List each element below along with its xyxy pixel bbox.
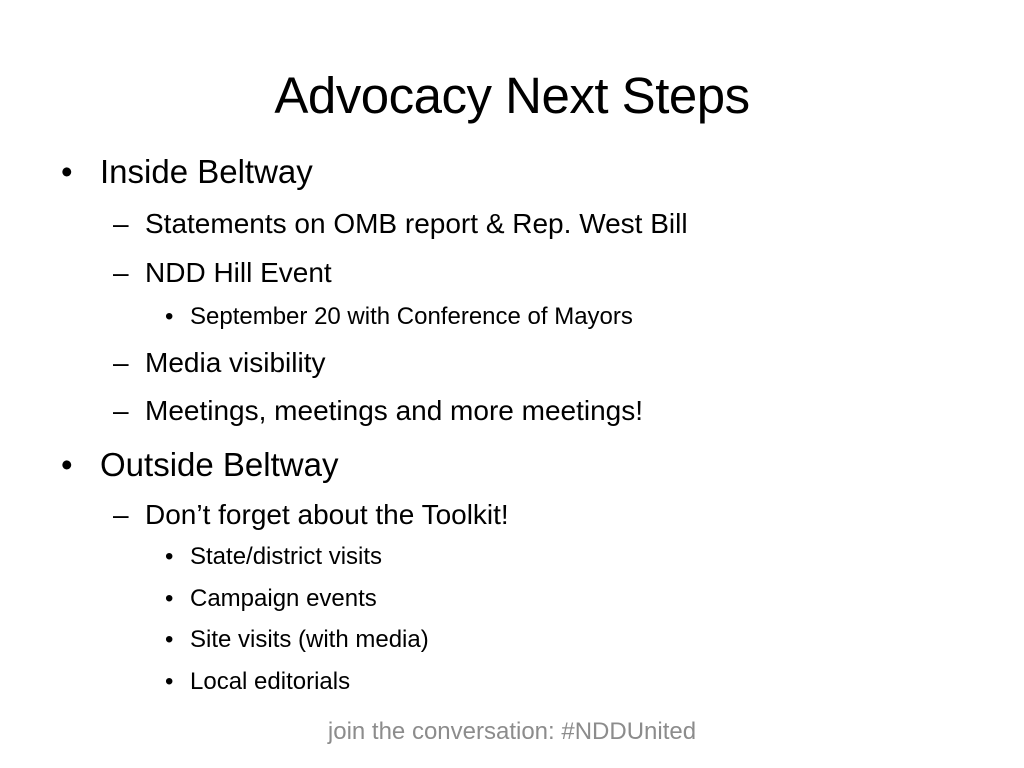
bullet-text: Meetings, meetings and more meetings! xyxy=(145,395,644,426)
bullet-text: September 20 with Conference of Mayors xyxy=(190,303,633,330)
bullet-text: Media visibility xyxy=(145,347,326,378)
bullet-text: Inside Beltway xyxy=(100,153,313,190)
slide-title: Advocacy Next Steps xyxy=(274,67,750,124)
dash-marker: – xyxy=(113,395,129,426)
bullet-marker: • xyxy=(165,543,174,570)
bullet-marker: • xyxy=(165,303,174,330)
bullet-text: Site visits (with media) xyxy=(190,626,429,653)
dash-marker: – xyxy=(113,499,129,530)
bullet-text: State/district visits xyxy=(190,543,383,570)
dash-marker: – xyxy=(113,347,129,378)
bullet-marker: • xyxy=(165,585,174,612)
bullet-marker: • xyxy=(165,668,174,695)
bullet-text: Local editorials xyxy=(190,668,351,695)
dash-marker: – xyxy=(113,257,129,288)
bullet-text: Outside Beltway xyxy=(100,446,339,483)
slide-footer: join the conversation: #NDDUnited xyxy=(327,718,697,745)
bullet-marker: • xyxy=(61,153,73,190)
bullet-text: NDD Hill Event xyxy=(145,257,332,288)
bullet-text: Campaign events xyxy=(190,585,377,612)
bullet-text: Statements on OMB report & Rep. West Bill xyxy=(145,208,688,239)
dash-marker: – xyxy=(113,208,129,239)
bullet-marker: • xyxy=(165,626,174,653)
bullet-text: Don’t forget about the Toolkit! xyxy=(145,499,509,530)
bullet-marker: • xyxy=(61,446,73,483)
